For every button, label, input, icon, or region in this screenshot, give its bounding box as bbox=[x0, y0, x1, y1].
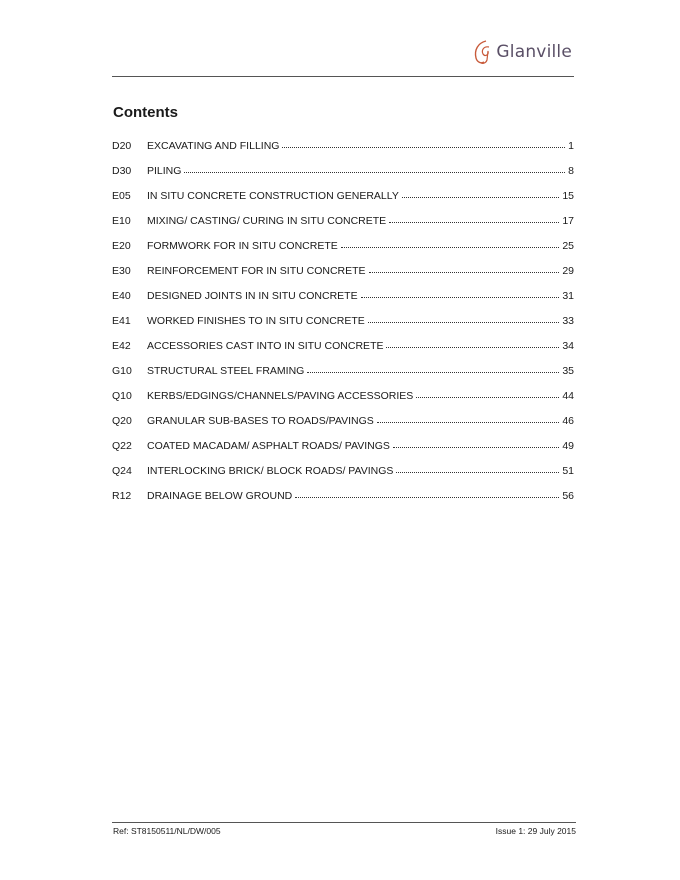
toc-entry[interactable] bbox=[112, 290, 574, 315]
page-number: 35 bbox=[562, 365, 574, 377]
page-number: 15 bbox=[562, 190, 574, 202]
dot-leader bbox=[402, 189, 559, 198]
footer-divider bbox=[112, 822, 576, 823]
section-title: WORKED FINISHES TO IN SITU CONCRETE bbox=[147, 315, 365, 327]
section-code: E20 bbox=[112, 240, 131, 252]
section-code: R12 bbox=[112, 490, 132, 502]
section-title: REINFORCEMENT FOR IN SITU CONCRETE bbox=[147, 265, 366, 277]
section-title: COATED MACADAM/ ASPHALT ROADS/ PAVINGS bbox=[147, 440, 390, 452]
section-title: PILING bbox=[147, 165, 182, 177]
toc-entry[interactable] bbox=[112, 390, 574, 415]
page-number: 25 bbox=[562, 240, 574, 252]
toc-entry[interactable] bbox=[112, 340, 574, 365]
section-title: KERBS/EDGINGS/CHANNELS/PAVING ACCESSORIES bbox=[147, 390, 414, 402]
toc-entry[interactable] bbox=[112, 265, 574, 290]
section-title: DESIGNED JOINTS IN IN SITU CONCRETE bbox=[147, 290, 358, 302]
dot-leader bbox=[393, 439, 559, 448]
section-code: E42 bbox=[112, 340, 131, 352]
table-of-contents bbox=[112, 140, 574, 515]
page-number: 34 bbox=[562, 340, 574, 352]
toc-entry[interactable] bbox=[112, 140, 574, 165]
section-code: Q22 bbox=[112, 440, 132, 452]
section-title: MIXING/ CASTING/ CURING IN SITU CONCRETE bbox=[147, 215, 387, 227]
toc-entry[interactable] bbox=[112, 490, 574, 515]
dot-leader bbox=[368, 314, 560, 323]
section-title: STRUCTURAL STEEL FRAMING bbox=[147, 365, 305, 377]
section-code: E40 bbox=[112, 290, 131, 302]
toc-entry[interactable] bbox=[112, 465, 574, 490]
section-title: DRAINAGE BELOW GROUND bbox=[147, 490, 293, 502]
dot-leader bbox=[369, 264, 560, 273]
dot-leader bbox=[416, 389, 559, 398]
page-number: 17 bbox=[562, 215, 574, 227]
dot-leader bbox=[295, 489, 559, 498]
page-number: 33 bbox=[562, 315, 574, 327]
section-title: INTERLOCKING BRICK/ BLOCK ROADS/ PAVINGS bbox=[147, 465, 394, 477]
page-number: 49 bbox=[562, 440, 574, 452]
dot-leader bbox=[307, 364, 559, 373]
section-code: Q24 bbox=[112, 465, 132, 477]
section-code: D30 bbox=[112, 165, 132, 177]
section-code: Q10 bbox=[112, 390, 132, 402]
page-number: 31 bbox=[562, 290, 574, 302]
document-reference: Ref: ST8150511/NL/DW/005 bbox=[113, 826, 221, 836]
toc-entry[interactable] bbox=[112, 415, 574, 440]
toc-entry[interactable] bbox=[112, 215, 574, 240]
section-code: E10 bbox=[112, 215, 131, 227]
section-code: E30 bbox=[112, 265, 131, 277]
page-number: 51 bbox=[562, 465, 574, 477]
toc-entry[interactable] bbox=[112, 240, 574, 265]
section-title: FORMWORK FOR IN SITU CONCRETE bbox=[147, 240, 338, 252]
company-logo bbox=[472, 38, 572, 66]
toc-entry[interactable] bbox=[112, 365, 574, 390]
section-code: E05 bbox=[112, 190, 131, 202]
page-number: 44 bbox=[562, 390, 574, 402]
dot-leader bbox=[341, 239, 560, 248]
section-code: G10 bbox=[112, 365, 132, 377]
logo-wordmark: Glanville bbox=[496, 42, 572, 62]
issue-date: Issue 1: 29 July 2015 bbox=[495, 826, 576, 836]
section-title: IN SITU CONCRETE CONSTRUCTION GENERALLY bbox=[147, 190, 399, 202]
section-title: GRANULAR SUB-BASES TO ROADS/PAVINGS bbox=[147, 415, 374, 427]
section-title: EXCAVATING AND FILLING bbox=[147, 140, 280, 152]
dot-leader bbox=[282, 139, 565, 148]
dot-leader bbox=[389, 214, 559, 223]
dot-leader bbox=[184, 164, 565, 173]
glanville-swirl-icon bbox=[472, 38, 494, 66]
dot-leader bbox=[377, 414, 560, 423]
section-title: ACCESSORIES CAST INTO IN SITU CONCRETE bbox=[147, 340, 384, 352]
toc-entry[interactable] bbox=[112, 190, 574, 215]
page-number: 46 bbox=[562, 415, 574, 427]
page-number: 1 bbox=[568, 140, 574, 152]
dot-leader bbox=[386, 339, 559, 348]
section-code: E41 bbox=[112, 315, 131, 327]
page-number: 56 bbox=[562, 490, 574, 502]
contents-heading: Contents bbox=[113, 104, 178, 121]
page-number: 29 bbox=[562, 265, 574, 277]
section-code: D20 bbox=[112, 140, 132, 152]
dot-leader bbox=[396, 464, 559, 473]
section-code: Q20 bbox=[112, 415, 132, 427]
dot-leader bbox=[361, 289, 560, 298]
page-number: 8 bbox=[568, 165, 574, 177]
toc-entry[interactable] bbox=[112, 315, 574, 340]
toc-entry[interactable] bbox=[112, 440, 574, 465]
header-divider bbox=[112, 76, 574, 77]
toc-entry[interactable] bbox=[112, 165, 574, 190]
